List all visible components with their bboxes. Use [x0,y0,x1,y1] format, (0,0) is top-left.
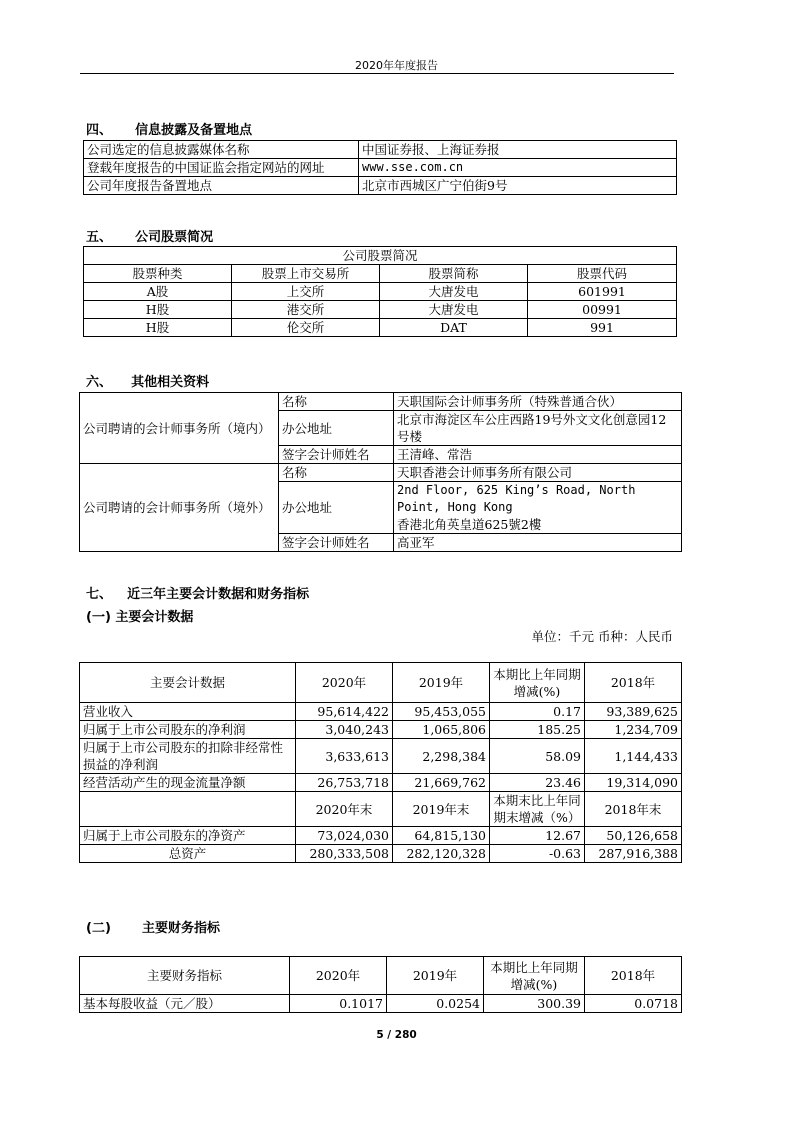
section-7-text: 近三年主要会计数据和财务指标 [127,587,310,602]
table-cell: A股 [84,283,232,301]
table-cell: 73,024,030 [296,827,393,845]
overseas-signer: 高亚军 [394,534,682,552]
table-row [84,301,677,319]
row-label: 基本每股收益（元／股） [80,995,290,1013]
table-cell: 95,453,055 [393,703,490,721]
table-cell: 95,614,422 [296,703,393,721]
table-cell: -0.63 [490,845,585,863]
column-header: 本期比上年同期增减(%) [484,957,585,995]
table-cell: 大唐发电 [380,283,528,301]
table-cell: 0.0254 [387,995,484,1013]
row-label: 经营活动产生的现金流量净额 [80,774,296,792]
column-header: 2019年 [393,663,490,703]
overseas-address-zh: 香港北角英皇道625號2樓 [397,517,542,532]
table-cell: 50,126,658 [585,827,682,845]
table-cell: 280,333,508 [296,845,393,863]
column-header: 股票代码 [528,265,677,283]
disclosure-media-value: 中国证券报、上海证券报 [359,141,677,159]
table-header-row [80,792,682,827]
column-header: 主要财务指标 [80,957,290,995]
report-location-value: 北京市西城区广宁伯街9号 [359,177,677,195]
table-row [84,141,677,159]
table-row [80,703,682,721]
section-6-number: 六、 [86,375,113,390]
table-cell: 伦交所 [232,319,380,337]
field-label: 名称 [279,464,394,482]
field-label: 签字会计师姓名 [279,446,394,464]
table-cell: H股 [84,319,232,337]
table-cell: 大唐发电 [380,301,528,319]
domestic-signer: 王清峰、常浩 [394,446,682,464]
table-header-row [80,957,682,995]
table-cell: 19,314,090 [585,774,682,792]
row-label: 归属于上市公司股东的净利润 [80,721,296,739]
column-header: 主要会计数据 [80,663,296,703]
column-header: 2018年 [585,663,682,703]
column-header: 股票简称 [380,265,528,283]
table-cell: 21,669,762 [393,774,490,792]
column-header: 2019年 [387,957,484,995]
table-cell: 282,120,328 [393,845,490,863]
column-header: 股票上市交易所 [232,265,380,283]
table-cell: 0.17 [490,703,585,721]
section-7-title [86,583,309,602]
section-6-text: 其他相关资料 [131,375,210,390]
subsection-1-title: (一) 主要会计数据 [86,610,194,625]
table-row [80,393,682,411]
subsection-2-text: 主要财务指标 [141,921,220,936]
table-cell: 12.67 [490,827,585,845]
section-7-number: 七、 [86,587,113,602]
section-5-title [86,226,213,245]
column-header: 本期末比上年同期末增减（%） [490,792,585,827]
table-cell: 1,144,433 [585,739,682,774]
table-cell: 185.25 [490,721,585,739]
table-row [80,845,682,863]
field-label: 签字会计师姓名 [279,534,394,552]
column-header: 2018年 [585,957,682,995]
section-4-title [86,119,252,138]
table-header-row [80,663,682,703]
table-cell: 1,234,709 [585,721,682,739]
field-label: 办公地址 [279,411,394,446]
stock-table [83,246,677,337]
table-cell: 93,389,625 [585,703,682,721]
table-row [80,739,682,774]
column-header: 2020年末 [296,792,393,827]
section-4-text: 信息披露及备置地点 [135,123,253,138]
table-cell: 64,815,130 [393,827,490,845]
table-cell: 601991 [528,283,677,301]
table-cell: 23.46 [490,774,585,792]
unit-note: 单位：千元 币种：人民币 [531,629,673,644]
table-row [84,283,677,301]
table-cell: 0.1017 [290,995,387,1013]
row-label: 总资产 [80,845,296,863]
website-value: www.sse.com.cn [359,159,677,177]
table-row [80,827,682,845]
table-cell: 3,633,613 [296,739,393,774]
table-cell: 3,040,243 [296,721,393,739]
table-cell: 0.0718 [585,995,682,1013]
table-cell: 287,916,388 [585,845,682,863]
table-row [84,159,677,177]
column-header: 股票种类 [84,265,232,283]
table-row [80,995,682,1013]
row-label: 营业收入 [80,703,296,721]
field-label: 办公地址 [279,482,394,534]
section-4-number: 四、 [86,123,113,138]
page-number: 5 / 280 [376,1029,417,1041]
disclosure-table [83,140,677,195]
stock-table-caption: 公司股票简况 [84,247,677,265]
table-row [84,177,677,195]
table-cell: 港交所 [232,301,380,319]
column-header: 2020年 [296,663,393,703]
table-cell: 上交所 [232,283,380,301]
header-divider [80,73,674,74]
column-header [80,792,296,827]
table-row [80,774,682,792]
page-header: 2020年年度报告 [355,59,438,72]
table-row [80,464,682,482]
table-header-row [84,265,677,283]
table-cell: 2,298,384 [393,739,490,774]
table-cell: 58.09 [490,739,585,774]
table-cell: 300.39 [484,995,585,1013]
website-label: 登载年度报告的中国证监会指定网站的网址 [84,159,359,177]
row-label: 归属于上市公司股东的扣除非经常性损益的净利润 [80,739,296,774]
overseas-auditor-label: 公司聘请的会计师事务所（境外） [80,464,279,552]
financial-indicators-table [79,956,682,1013]
table-cell: 991 [528,319,677,337]
auditor-table [79,392,682,552]
column-header: 本期比上年同期增减(%) [490,663,585,703]
domestic-auditor-address: 北京市海淀区车公庄西路19号外文文化创意园12号楼 [394,411,682,446]
section-5-text: 公司股票简况 [135,230,214,245]
disclosure-media-label: 公司选定的信息披露媒体名称 [84,141,359,159]
section-6-title [86,371,209,390]
subsection-2-number: (二) [86,921,111,936]
column-header: 2018年末 [585,792,682,827]
column-header: 2020年 [290,957,387,995]
field-label: 名称 [279,393,394,411]
table-row [84,319,677,337]
section-5-number: 五、 [86,230,113,245]
overseas-auditor-address [394,482,682,534]
row-label: 归属于上市公司股东的净资产 [80,827,296,845]
domestic-auditor-name: 天职国际会计师事务所（特殊普通合伙） [394,393,682,411]
table-cell: 1,065,806 [393,721,490,739]
domestic-auditor-label: 公司聘请的会计师事务所（境内） [80,393,279,464]
overseas-address-en: 2nd Floor, 625 King’s Road, North Point, Hong Kong [397,483,636,514]
accounting-data-table [79,662,682,863]
table-cell: DAT [380,319,528,337]
table-row [80,721,682,739]
table-cell: 00991 [528,301,677,319]
table-cell: H股 [84,301,232,319]
subsection-2-title [86,917,220,936]
overseas-auditor-name: 天职香港会计师事务所有限公司 [394,464,682,482]
column-header: 2019年末 [393,792,490,827]
report-location-label: 公司年度报告备置地点 [84,177,359,195]
table-cell: 26,753,718 [296,774,393,792]
